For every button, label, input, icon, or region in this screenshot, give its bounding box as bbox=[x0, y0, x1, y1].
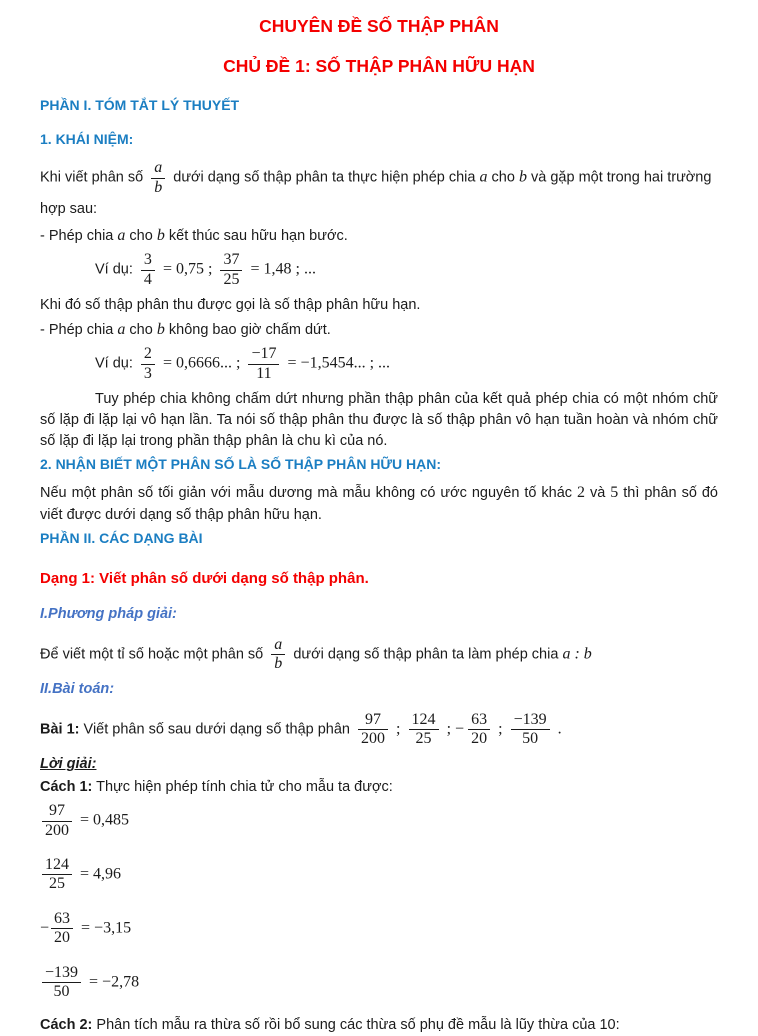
example2-line bbox=[40, 343, 718, 385]
fraction-a-b: $\frac{a}{b}$ bbox=[151, 159, 165, 197]
part1-heading: PHẦN I. TÓM TẮT LÝ THUYẾT bbox=[40, 96, 240, 113]
cach2-text: Phân tích mẫu ra thừa số rồi bổ sung các thừa số phụ đề mẫu là lũy thừa của 10: bbox=[96, 1017, 620, 1034]
cach2-paragraph bbox=[40, 1015, 718, 1036]
intro-paragraph bbox=[40, 157, 718, 220]
result-2: = −1,5454... ; ... bbox=[287, 355, 391, 373]
doc-subtitle: CHỦ ĐỀ 1: SỐ THẬP PHÂN HỮU HẠN bbox=[223, 56, 535, 77]
periodic-paragraph: Tuy phép chia không chấm dứt nhưng phần thập phân của kết quả phép chia có một nhóm chữ số lặp đi lặp lại vô hạn lần. Ta nói số thập phân thu được là số thập phân vô hạn tuần hoàn và nhóm chữ số lặp đi lặp lại trong phần thập phân là chu kì của nó. bbox=[40, 391, 718, 450]
math-expr-a-div-b: a : b bbox=[562, 645, 592, 663]
dang1-heading: Dạng 1: Viết phân số dưới dạng số thập phân. bbox=[40, 569, 369, 587]
fraction-37-25: $\frac{37}{25}$ bbox=[220, 251, 242, 289]
part2-heading: PHẦN II. CÁC DẠNG BÀI bbox=[40, 529, 203, 546]
method-heading: I.Phương pháp giải: bbox=[40, 605, 177, 622]
after-example1-line: Khi đó số thập phân thu được gọi là số thập phân hữu hạn. bbox=[40, 297, 421, 314]
solution-equation-1 bbox=[40, 800, 718, 842]
intro-text-1: Khi viết phân số bbox=[40, 170, 144, 187]
fraction-97-200: $\frac{97}{200}$ bbox=[42, 802, 72, 840]
fraction-124-25: $\frac{124}{25}$ bbox=[42, 856, 72, 894]
math-num-5: 5 bbox=[610, 484, 619, 502]
cach1-text: Thực hiện phép tính chia tử cho mẫu ta được: bbox=[96, 779, 393, 796]
fraction-63-20: $\frac{63}{20}$ bbox=[51, 910, 73, 948]
section2-paragraph: Nếu một phân số tối giản với mẫu dương mà mẫu không có ước nguyên tố khác 2 và 5 thì phân số đó viết được dưới dạng số thập phân hữu hạn. bbox=[40, 484, 718, 523]
minus-sign: − bbox=[40, 919, 50, 937]
minus-sign: − bbox=[455, 720, 465, 738]
math-var-b: b bbox=[518, 169, 527, 187]
section1-heading: 1. KHÁI NIỆM: bbox=[40, 131, 134, 148]
case2-line: - Phép chia a cho b không bao giờ chấm dứt. bbox=[40, 321, 331, 339]
fraction-neg139-50: $\frac{-139}{50}$ bbox=[511, 711, 550, 749]
intro-text-2: dưới dạng số thập phân ta thực hiện phép chia bbox=[173, 170, 476, 187]
method-paragraph: Để viết một tỉ số hoặc một phân số $\frac{a}{b}$ dưới dạng số thập phân ta làm phép chia a : b bbox=[40, 635, 592, 673]
result-2: = 1,48 ; ... bbox=[250, 261, 316, 279]
math-var-a: a bbox=[117, 227, 126, 245]
problem-heading: II.Bài toán: bbox=[40, 681, 115, 698]
fraction-124-25: $\frac{124}{25}$ bbox=[409, 711, 439, 749]
result-1: = 0,75 ; bbox=[162, 261, 213, 279]
math-var-b: b bbox=[156, 227, 165, 245]
fraction-neg17-11: $\frac{-17}{11}$ bbox=[248, 345, 279, 383]
cach1-label: Cách 1: bbox=[40, 779, 93, 796]
solution-equation-3 bbox=[40, 908, 718, 950]
bai1-paragraph: Bài 1: Viết phân số sau dưới dạng số thập phân $\frac{97}{200}$ ; $\frac{124}{25}$ ; − $\frac{63}{20}$ ; $\frac{-139}{50}$ . bbox=[40, 710, 562, 747]
fraction-63-20: $\frac{63}{20}$ bbox=[468, 711, 490, 749]
equation-result: = −2,78 bbox=[89, 973, 140, 991]
math-var-a: a bbox=[479, 169, 488, 187]
result-1: = 0,6666... ; bbox=[162, 355, 241, 373]
example1-line bbox=[40, 249, 718, 291]
bai1-label: Bài 1: bbox=[40, 721, 80, 738]
section2-heading: 2. NHẬN BIẾT MỘT PHÂN SỐ LÀ SỐ THẬP PHÂN HỮU HẠN: bbox=[40, 456, 442, 473]
math-var-b: b bbox=[156, 321, 165, 339]
equation-result: = 0,485 bbox=[80, 811, 130, 829]
cach2-label: Cách 2: bbox=[40, 1017, 93, 1034]
fraction-neg139-50: $\frac{-139}{50}$ bbox=[42, 964, 81, 1002]
intro-text-3: cho bbox=[491, 170, 515, 187]
example-label: Ví dụ: bbox=[95, 262, 133, 279]
math-var-a: a bbox=[117, 321, 126, 339]
fraction-3-4: $\frac{3}{4}$ bbox=[141, 251, 155, 289]
doc-title: CHUYÊN ĐỀ SỐ THẬP PHÂN bbox=[259, 16, 499, 36]
equation-result: = 4,96 bbox=[80, 865, 122, 883]
solution-equation-2 bbox=[40, 854, 718, 896]
case1-line: - Phép chia a cho b kết thúc sau hữu hạn bước. bbox=[40, 227, 348, 245]
fraction-2-3: $\frac{2}{3}$ bbox=[141, 345, 155, 383]
cach1-paragraph bbox=[40, 777, 718, 798]
math-num-2: 2 bbox=[577, 484, 586, 502]
intro-text-4: và gặp một trong hai trường hợp sau: bbox=[40, 170, 712, 218]
example-label: Ví dụ: bbox=[95, 356, 133, 373]
equation-result: = −3,15 bbox=[81, 919, 132, 937]
fraction-a-b: $\frac{a}{b}$ bbox=[271, 636, 285, 674]
solution-heading: Lời giải: bbox=[40, 756, 97, 773]
bai1-text: Viết phân số sau dưới dạng số thập phân bbox=[83, 721, 350, 738]
fraction-97-200: $\frac{97}{200}$ bbox=[358, 711, 388, 749]
solution-equation-4 bbox=[40, 962, 718, 1004]
